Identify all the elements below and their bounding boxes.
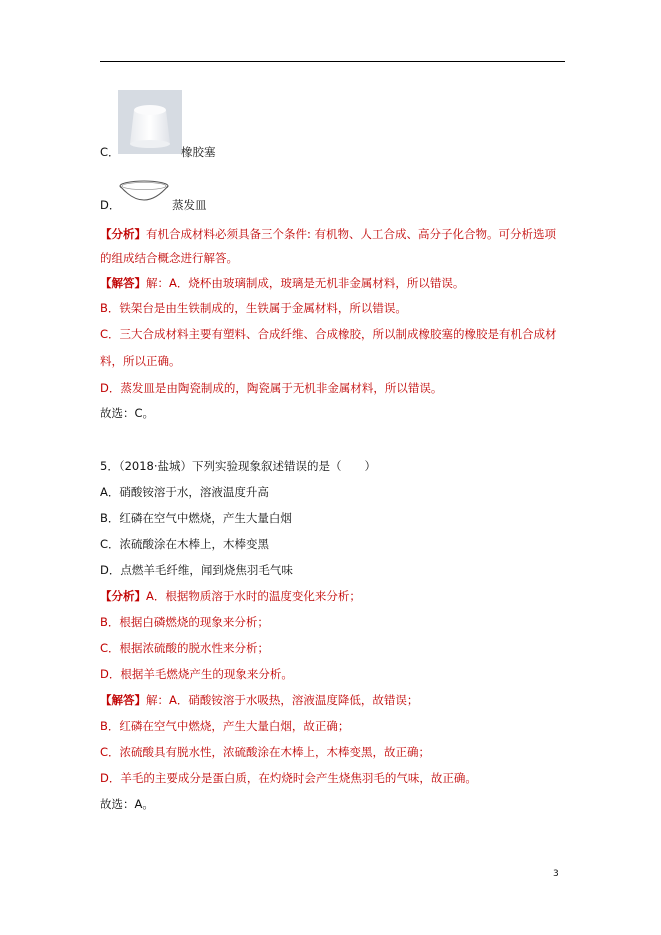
q4-analysis-line2: 的组成结合概念进行解答。 xyxy=(100,251,238,265)
q5-answer-line1: 【解答】解：A．硝酸铵溶于水吸热，溶液温度降低，故错误； xyxy=(100,693,419,707)
q5-analysis-line4: D．根据羊毛燃烧产生的现象来分析。 xyxy=(100,667,293,681)
page-number: 3 xyxy=(553,869,559,879)
q4-analysis-line1: 【分析】有机合成材料必须具备三个条件: 有机物、人工合成、高分子化合物。可分析选项 xyxy=(100,227,557,241)
q4-answer-line1: 【解答】解：A．烧杯由玻璃制成，玻璃是无机非金属材料，所以错误。 xyxy=(100,276,465,290)
q4-answer-line4: 料，所以正确。 xyxy=(100,354,181,368)
q5-analysis-line3: C．根据浓硫酸的脱水性来分析； xyxy=(100,641,270,655)
answer-tag: 【解答】 xyxy=(100,276,146,290)
q5-analysis-line1: 【分析】A．根据物质溶于水时的温度变化来分析； xyxy=(100,589,361,603)
q5-answer-line2: B．红磷在空气中燃烧，产生大量白烟，故正确； xyxy=(100,719,350,733)
q5-choice: 故选：A。 xyxy=(100,797,154,811)
answer-tag: 【解答】 xyxy=(100,693,146,707)
header-rule xyxy=(100,61,565,62)
q4-choice: 故选：C。 xyxy=(100,406,155,420)
evaporating-dish-image xyxy=(118,180,170,204)
q5-option-a: A．硝酸铵溶于水，溶液温度升高 xyxy=(100,485,269,499)
option-c-label: 橡胶塞 xyxy=(181,145,216,159)
q5-answer-line3: C．浓硫酸具有脱水性，浓硫酸涂在木棒上，木棒变黑，故正确； xyxy=(100,745,431,759)
analysis-tag: 【分析】 xyxy=(100,227,146,241)
q5-stem: 5．（2018·盐城）下列实验现象叙述错误的是（ ） xyxy=(100,459,376,473)
q4-answer-line2: B．铁架台是由生铁制成的，生铁属于金属材料，所以错误。 xyxy=(100,301,407,315)
q5-option-c: C．浓硫酸涂在木棒上，木棒变黑 xyxy=(100,537,270,551)
analysis-tag: 【分析】 xyxy=(100,589,146,603)
q5-analysis-line2: B．根据白磷燃烧的现象来分析； xyxy=(100,615,269,629)
option-c-letter: C． xyxy=(100,145,120,159)
q5-option-b: B．红磷在空气中燃烧，产生大量白烟 xyxy=(100,511,292,525)
q5-option-d: D．点燃羊毛纤维，闻到烧焦羽毛气味 xyxy=(100,563,293,577)
q4-answer-line3: C．三大合成材料主要有塑料、合成纤维、合成橡胶，所以制成橡胶塞的橡胶是有机合成材 xyxy=(100,327,557,341)
rubber-stopper-image xyxy=(118,90,182,154)
q4-answer-line5: D．蒸发皿是由陶瓷制成的，陶瓷属于无机非金属材料，所以错误。 xyxy=(100,381,443,395)
option-d-letter: D． xyxy=(100,198,121,212)
q5-answer-line4: D．羊毛的主要成分是蛋白质，在灼烧时会产生烧焦羽毛的气味，故正确。 xyxy=(100,771,477,785)
option-d-label: 蒸发皿 xyxy=(172,198,207,212)
